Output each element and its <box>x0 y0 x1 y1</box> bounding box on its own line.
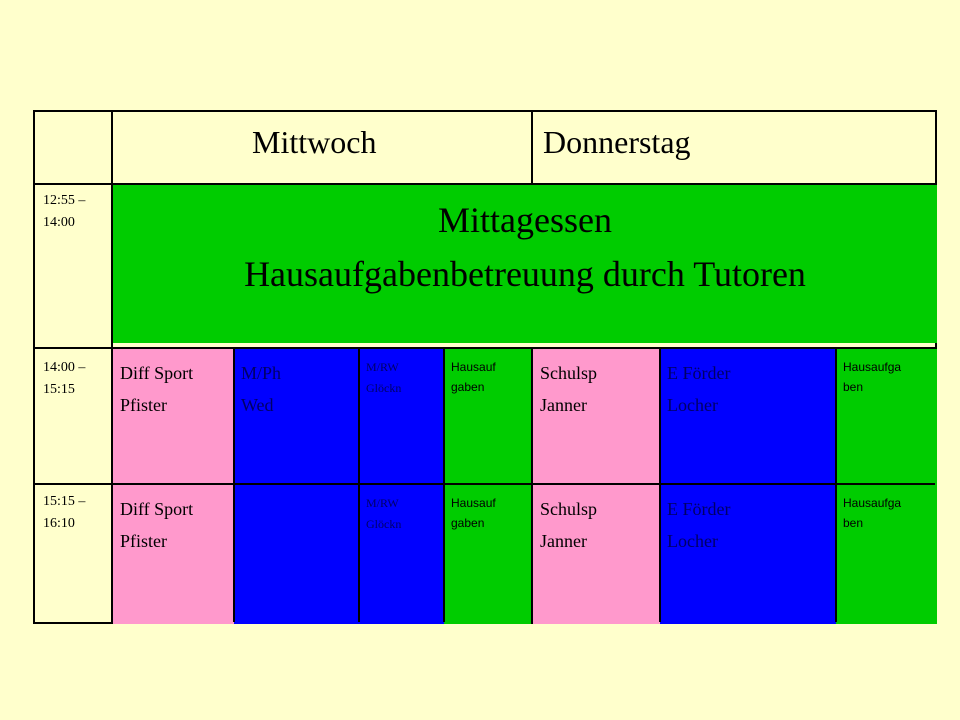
cell-r3-c1-subject: Diff Sport <box>120 499 194 519</box>
cell-r3-c6-subject: E Förder <box>667 499 731 519</box>
grid-line-c5 <box>659 347 661 622</box>
cell-r3-diff-sport <box>113 485 234 624</box>
cell-r2-mph <box>234 349 359 485</box>
cell-r3-c1-teacher: Pfister <box>120 531 167 551</box>
cell-r3-c7-line1: Hausaufga <box>843 496 902 510</box>
cell-r3-mrw <box>359 485 444 624</box>
cell-r3-c3-teacher: Glöckn <box>366 517 402 531</box>
lunch-block <box>113 185 937 343</box>
grid-line-c2 <box>358 347 360 622</box>
header-day-thursday: Donnerstag <box>543 124 691 160</box>
time-slot-1-start: 12:55 – <box>43 193 86 208</box>
cell-r3-c7-line2: ben <box>843 516 864 530</box>
time-slot-3-start: 15:15 – <box>43 494 86 509</box>
grid-line-c6 <box>835 347 837 622</box>
cell-r2-c6-subject: E Förder <box>667 363 731 383</box>
cell-r2-homework-thu <box>836 349 937 485</box>
time-slot-2 <box>43 357 113 401</box>
cell-r3-empty <box>234 485 359 624</box>
header-day-wednesday: Mittwoch <box>252 124 377 160</box>
time-slot-3 <box>43 491 113 535</box>
cell-r2-diff-sport <box>113 349 234 485</box>
cell-r2-c4-line1: Hausauf <box>451 360 496 374</box>
cell-r3-c4-line1: Hausauf <box>451 496 496 510</box>
time-slot-3-end: 16:10 <box>43 516 75 531</box>
grid-line-day-sep-top <box>531 112 533 185</box>
cell-r2-mrw <box>359 349 444 485</box>
cell-r3-c6-teacher: Locher <box>667 531 718 551</box>
time-slot-2-end: 15:15 <box>43 382 75 397</box>
cell-r2-e-foerder <box>660 349 836 485</box>
cell-r2-homework-wed <box>444 349 531 485</box>
cell-r2-c3-teacher: Glöckn <box>366 381 402 395</box>
grid-line-day-sep-bottom <box>531 347 533 622</box>
cell-r2-c6-teacher: Locher <box>667 395 718 415</box>
grid-line-header <box>35 183 935 185</box>
grid-line-time-col <box>111 112 113 622</box>
cell-r2-c5-teacher: Janner <box>540 395 587 415</box>
cell-r2-c1-teacher: Pfister <box>120 395 167 415</box>
grid-line-c1 <box>233 347 235 622</box>
cell-r2-c1-subject: Diff Sport <box>120 363 194 383</box>
timetable <box>33 110 937 624</box>
cell-r2-c3-subject: M/RW <box>366 360 399 374</box>
cell-r2-c5-subject: Schulsp <box>540 363 598 383</box>
cell-r3-c4-line2: gaben <box>451 516 485 530</box>
grid-line-block2 <box>35 483 935 485</box>
cell-r2-schulsp <box>533 349 660 485</box>
lunch-title: Mittagessen <box>438 200 612 240</box>
cell-r2-c7-line2: ben <box>843 380 864 394</box>
time-slot-2-start: 14:00 – <box>43 360 86 375</box>
grid-line-lunch <box>35 347 935 349</box>
cell-r3-e-foerder <box>660 485 836 624</box>
time-slot-1 <box>43 190 113 234</box>
cell-r3-homework-thu <box>836 485 937 624</box>
grid-line-c3 <box>443 347 445 622</box>
cell-r2-c7-line1: Hausaufga <box>843 360 902 374</box>
cell-r2-c2-teacher: Wed <box>241 395 274 415</box>
cell-r3-c3-subject: M/RW <box>366 496 399 510</box>
cell-r3-homework-wed <box>444 485 531 624</box>
cell-r3-schulsp <box>533 485 660 624</box>
lunch-subtitle: Hausaufgabenbetreuung durch Tutoren <box>244 254 806 294</box>
cell-r3-c5-teacher: Janner <box>540 531 587 551</box>
cell-r2-c4-line2: gaben <box>451 380 485 394</box>
time-slot-1-end: 14:00 <box>43 215 75 230</box>
cell-r2-c2-subject: M/Ph <box>241 363 282 383</box>
cell-r3-c5-subject: Schulsp <box>540 499 598 519</box>
